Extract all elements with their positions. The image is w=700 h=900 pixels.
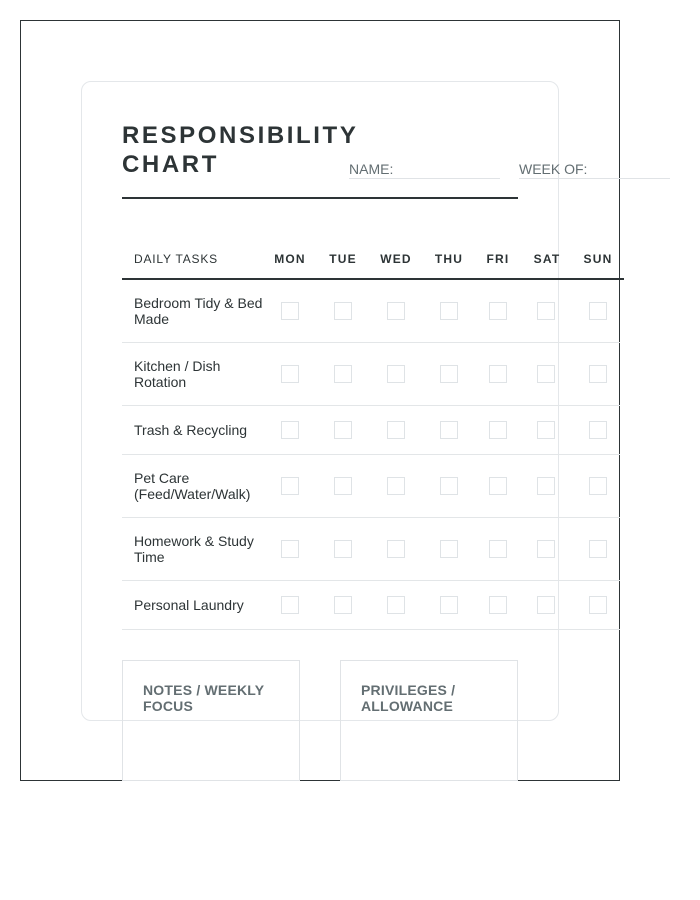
checkbox-sat[interactable] [537,421,555,439]
checkbox-sun[interactable] [589,477,607,495]
task-label: Trash & Recycling [134,422,248,438]
column-header-mon: MON [274,252,306,266]
checkbox-fri[interactable] [489,302,507,320]
table-row [122,280,620,343]
checkbox-tue[interactable] [334,302,352,320]
checkbox-mon[interactable] [281,365,299,383]
column-header-daily-tasks: DAILY TASKS [134,252,218,266]
checkbox-mon[interactable] [281,477,299,495]
table-row [122,518,620,581]
checkbox-sun[interactable] [589,596,607,614]
name-field-label: NAME: [349,161,394,177]
privileges-box-title: PRIVILEGES / ALLOWANCE [361,682,456,714]
checkbox-wed[interactable] [387,477,405,495]
column-header-sat: SAT [533,252,561,266]
checkbox-wed[interactable] [387,421,405,439]
checkbox-sun[interactable] [589,421,607,439]
page-title: RESPONSIBILITY CHART [122,122,358,178]
checkbox-thu[interactable] [440,596,458,614]
column-header-tue: TUE [329,252,357,266]
checkbox-thu[interactable] [440,540,458,558]
table-row [122,343,620,406]
checkbox-fri[interactable] [489,365,507,383]
checkbox-fri[interactable] [489,477,507,495]
checkbox-tue[interactable] [334,365,352,383]
column-header-thu: THU [434,252,464,266]
checkbox-sat[interactable] [537,596,555,614]
checkbox-tue[interactable] [334,596,352,614]
checkbox-wed[interactable] [387,540,405,558]
table-row [122,581,620,630]
checkbox-thu[interactable] [440,421,458,439]
checkbox-sun[interactable] [589,540,607,558]
checkbox-sun[interactable] [589,365,607,383]
checkbox-sun[interactable] [589,302,607,320]
table-header [122,250,624,280]
checkbox-sat[interactable] [537,302,555,320]
table-row [122,455,620,518]
notes-box[interactable] [122,660,300,781]
checkbox-thu[interactable] [440,365,458,383]
checkbox-tue[interactable] [334,477,352,495]
checkbox-sat[interactable] [537,365,555,383]
checkbox-wed[interactable] [387,365,405,383]
checkbox-fri[interactable] [489,596,507,614]
table-row [122,406,620,455]
checkbox-sat[interactable] [537,477,555,495]
checkbox-fri[interactable] [489,540,507,558]
checkbox-tue[interactable] [334,540,352,558]
privileges-box[interactable] [340,660,518,781]
task-label: Bedroom Tidy & Bed Made [134,295,263,327]
column-header-wed: WED [380,252,412,266]
name-field[interactable] [349,160,500,179]
task-label: Homework & Study Time [134,533,254,565]
notes-box-title: NOTES / WEEKLY FOCUS [143,682,265,714]
checkbox-mon[interactable] [281,540,299,558]
checkbox-fri[interactable] [489,421,507,439]
task-rows [122,280,620,630]
task-label: Kitchen / Dish Rotation [134,358,221,390]
checkbox-mon[interactable] [281,596,299,614]
title-divider [122,197,518,199]
checkbox-sat[interactable] [537,540,555,558]
checkbox-wed[interactable] [387,302,405,320]
checkbox-thu[interactable] [440,302,458,320]
checkbox-wed[interactable] [387,596,405,614]
column-header-fri: FRI [486,252,510,266]
checkbox-mon[interactable] [281,421,299,439]
checkbox-tue[interactable] [334,421,352,439]
week-of-field-label: WEEK OF: [519,161,588,177]
week-of-field[interactable] [519,160,670,179]
task-label: Pet Care (Feed/Water/Walk) [134,470,251,502]
checkbox-thu[interactable] [440,477,458,495]
checkbox-mon[interactable] [281,302,299,320]
task-label: Personal Laundry [134,597,244,613]
column-header-sun: SUN [583,252,613,266]
